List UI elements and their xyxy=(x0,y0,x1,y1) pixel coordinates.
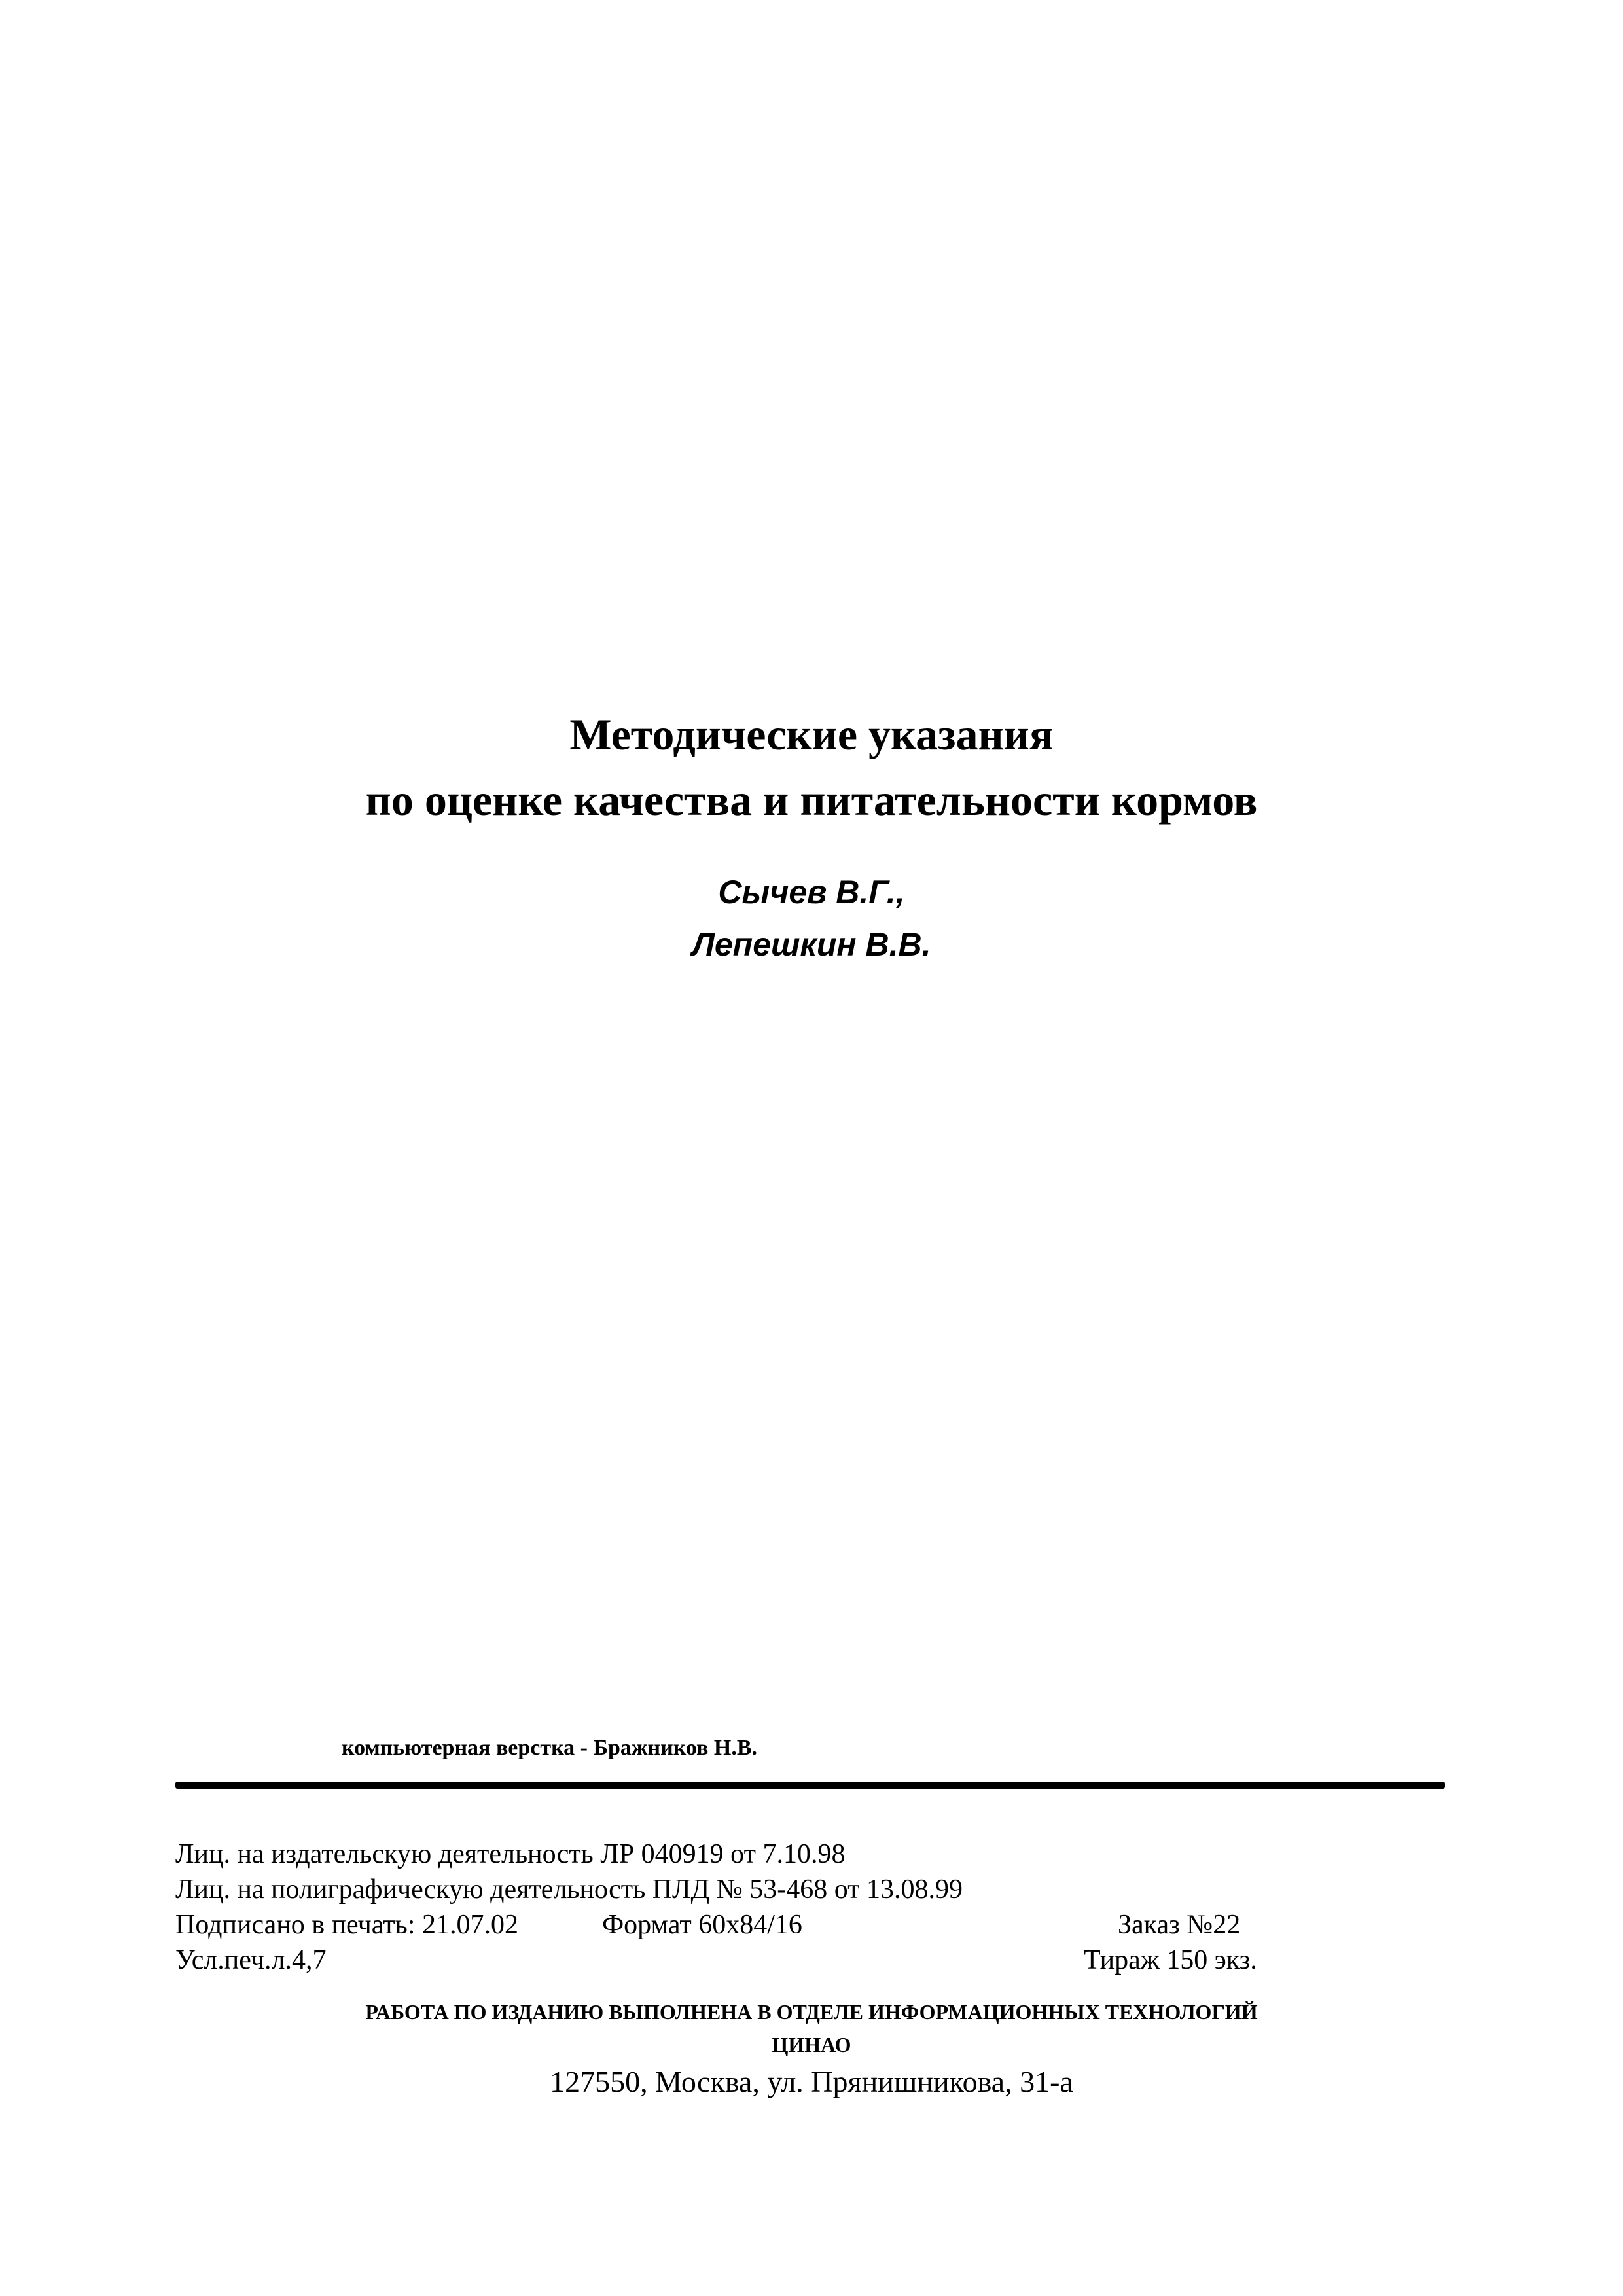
layout-credit: компьютерная верстка - Бражников Н.В. xyxy=(342,1736,757,1760)
author-2: Лепешкин В.В. xyxy=(692,926,931,963)
document-title-line-1: Методические указания xyxy=(569,709,1054,759)
work-statement: РАБОТА ПО ИЗДАНИЮ ВЫПОЛНЕНА В ОТДЕЛЕ ИНФОРМАЦИОННЫХ ТЕХНОЛОГИЙ xyxy=(365,2000,1258,2024)
printed-sheets: Усл.печ.л.4,7 xyxy=(175,1945,327,1975)
author-1: Сычев В.Г., xyxy=(718,874,905,910)
signed-to-print: Подписано в печать: 21.07.02 xyxy=(175,1910,518,1940)
paper-format: Формат 60x84/16 xyxy=(602,1910,802,1940)
organization-name: ЦИНАО xyxy=(772,2033,851,2056)
document-title-line-2: по оценке качества и питательности кормов xyxy=(365,775,1258,825)
divider-rule xyxy=(175,1782,1445,1789)
order-number: Заказ №22 xyxy=(1118,1910,1241,1940)
publishing-license: Лиц. на издательскую деятельность ЛР 040919 от 7.10.98 xyxy=(175,1839,846,1869)
printing-license: Лиц. на полиграфическую деятельность ПЛД № 53-468 от 13.08.99 xyxy=(175,1874,963,1905)
print-run: Тираж 150 экз. xyxy=(1084,1945,1257,1975)
address: 127550, Москва, ул. Прянишникова, 31-а xyxy=(550,2065,1073,2098)
